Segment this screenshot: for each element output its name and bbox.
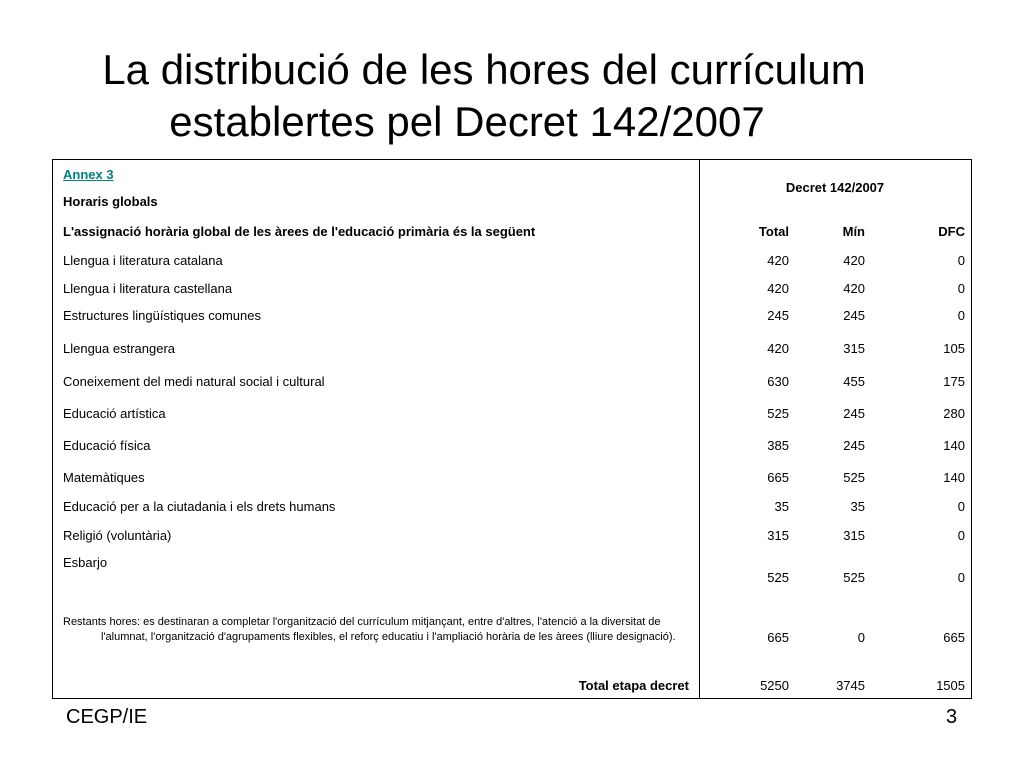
- annex-link[interactable]: Annex 3: [63, 167, 114, 182]
- row-dfc: 140: [943, 438, 965, 453]
- row-total: 35: [774, 499, 789, 514]
- row-dfc: 0: [957, 528, 965, 543]
- title-line-2: establertes pel Decret 142/2007: [169, 98, 765, 145]
- row-dfc: 0: [957, 570, 965, 585]
- decree-header: Decret 142/2007: [785, 180, 885, 195]
- row-label: Religió (voluntària): [63, 528, 172, 543]
- total-label: Total etapa decret: [578, 678, 689, 693]
- row-label: Llengua i literatura castellana: [63, 281, 233, 296]
- row-total: 665: [767, 470, 789, 485]
- row-total: 665: [767, 630, 789, 645]
- row-dfc: 105: [943, 341, 965, 356]
- title-line-1: La distribució de les hores del currículum: [102, 46, 866, 93]
- row-min: 245: [843, 308, 865, 323]
- intro-text: L'assignació horària global de les àrees de l'educació primària és la següent: [63, 224, 536, 239]
- row-min: 525: [843, 470, 865, 485]
- row-dfc: 0: [957, 281, 965, 296]
- row-label: Llengua i literatura catalana: [63, 253, 223, 268]
- row-min: 245: [843, 438, 865, 453]
- row-label: Coneixement del medi natural social i cultural: [63, 374, 325, 389]
- row-min: 420: [843, 253, 865, 268]
- col-header-min: Mín: [842, 224, 865, 239]
- row-dfc: 665: [943, 630, 965, 645]
- row-min: 315: [843, 341, 865, 356]
- row-total: 420: [767, 341, 789, 356]
- annex-heading: Horaris globals: [63, 194, 158, 209]
- row-label: Llengua estrangera: [63, 341, 176, 356]
- row-min: 525: [843, 570, 865, 585]
- row-dfc: 280: [943, 406, 965, 421]
- row-min: 245: [843, 406, 865, 421]
- row-label: Educació física: [63, 438, 151, 453]
- row-min: 35: [850, 499, 865, 514]
- col-header-total: Total: [758, 224, 789, 239]
- row-total: 525: [767, 570, 789, 585]
- total-dfc: 1505: [936, 678, 965, 693]
- row-dfc: 0: [957, 499, 965, 514]
- row-total: 245: [767, 308, 789, 323]
- row-dfc: 0: [957, 253, 965, 268]
- slide-number: 3: [946, 706, 958, 728]
- row-total: 630: [767, 374, 789, 389]
- row-dfc: 0: [957, 308, 965, 323]
- row-total: 420: [767, 253, 789, 268]
- footer-organization: CEGP/IE: [66, 706, 148, 728]
- column-divider: [699, 160, 700, 698]
- row-label: Esbarjo: [63, 555, 108, 570]
- row-total: 385: [767, 438, 789, 453]
- total-total: 5250: [760, 678, 789, 693]
- row-min: 455: [843, 374, 865, 389]
- row-dfc: 175: [943, 374, 965, 389]
- row-label: Educació per a la ciutadania i els drets humans: [63, 499, 336, 514]
- row-label: Matemàtiques: [63, 470, 145, 485]
- row-min: 315: [843, 528, 865, 543]
- row-total: 525: [767, 406, 789, 421]
- total-min: 3745: [836, 678, 865, 693]
- row-total: 315: [767, 528, 789, 543]
- row-label: Estructures lingüístiques comunes: [63, 308, 261, 323]
- row-label: Educació artística: [63, 406, 166, 421]
- row-min: 0: [857, 630, 865, 645]
- annex-table: [52, 159, 972, 699]
- slide-title: [0, 44, 1024, 148]
- row-total: 420: [767, 281, 789, 296]
- row-min: 420: [843, 281, 865, 296]
- col-header-dfc: DFC: [938, 224, 965, 239]
- remaining-hours-note: Restants hores: es destinaran a completar l'organització del currículum mitjançant, entre d'altres, l'atenció a la diversitat de l'alumnat, l'organització d'agrupaments flexibles, el reforç educatiu i l'ampliació horària de les àrees (lliure designació).: [63, 616, 676, 643]
- row-dfc: 140: [943, 470, 965, 485]
